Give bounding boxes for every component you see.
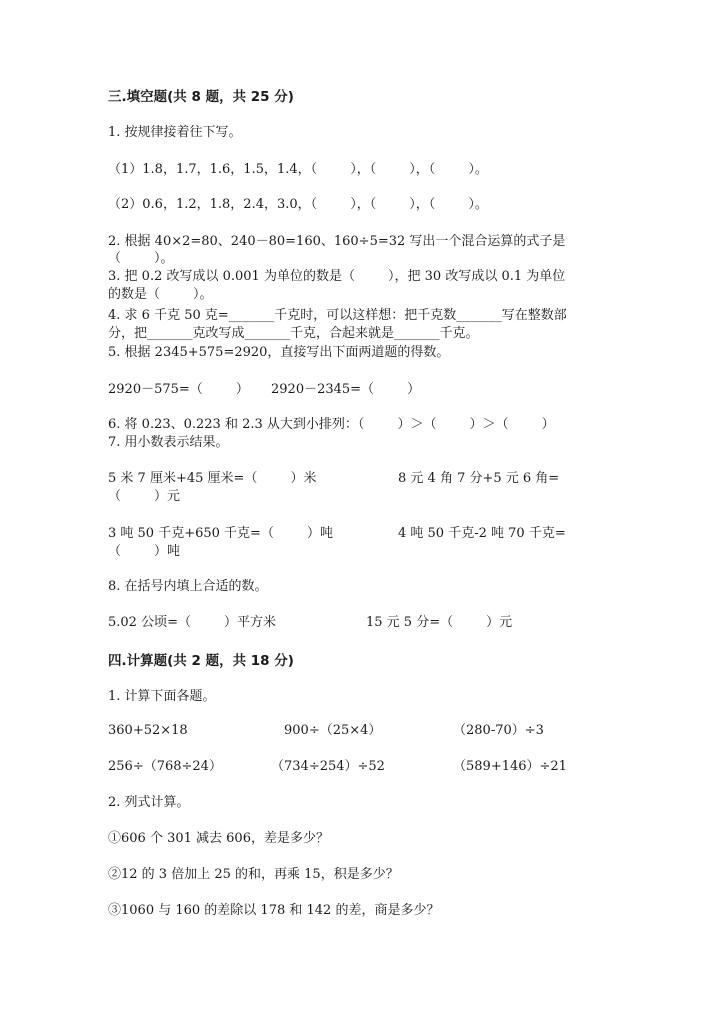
q7-item-c: 3 吨 50 千克+650 千克=（ ）吨 [108, 526, 333, 541]
q6-line: 6. 将 0.23、0.223 和 2.3 从大到小排列：（ ）＞（ ）＞（ ） [108, 417, 555, 432]
q8-stem: 8. 在括号内填上合适的数。 [108, 579, 268, 594]
q5-stem: 5. 根据 2345+575=2920，直接写出下面两道题的得数。 [108, 345, 450, 360]
q7-item-b-line-2: （ ）元 [108, 489, 181, 504]
q7-item-d-line-1: 4 吨 50 千克-2 吨 70 千克= [398, 526, 566, 541]
calc-item: 360+52×18 [108, 723, 188, 738]
q8-item-a: 5.02 公顷=（ ）平方米 [108, 615, 277, 630]
calc-item: （589+146）÷21 [453, 759, 567, 774]
q1-stem: 1. 按规律接着往下写。 [108, 125, 242, 140]
q7-stem: 7. 用小数表示结果。 [108, 435, 229, 450]
q1-line-2: （2）0.6，1.2，1.8，2.4，3.0，（ ），（ ），（ ）。 [108, 197, 488, 212]
q4-line-2: 分，把_______克改写成_______千克，合起来就是_______千克。 [108, 326, 479, 341]
calc-item: （280-70）÷3 [453, 723, 544, 738]
word-problem: ②12 的 3 倍加上 25 的和，再乘 15，积是多少？ [108, 867, 399, 882]
calc-q2-stem: 2. 列式计算。 [108, 795, 190, 810]
calc-item: 256÷（768÷24） [108, 759, 222, 774]
q8-item-b: 15 元 5 分=（ ）元 [366, 615, 513, 630]
q5-answer-a: 2920－575=（ ） [108, 382, 249, 397]
q4-line-1: 4. 求 6 千克 50 克=_______千克时，可以这样想：把千克数_______写在整数部 [108, 308, 567, 323]
q7-item-a: 5 米 7 厘米+45 厘米=（ ）米 [108, 471, 317, 486]
q7-item-d-line-2: （ ）吨 [108, 544, 181, 559]
calc-item: （734÷254）÷52 [271, 759, 385, 774]
q7-item-b-line-1: 8 元 4 角 7 分+5 元 6 角= [398, 471, 560, 486]
q1-line-1: （1）1.8，1.7，1.6，1.5，1.4，（ ），（ ），（ ）。 [108, 162, 488, 177]
calc-item: 900÷（25×4） [284, 723, 382, 738]
calc-q1-stem: 1. 计算下面各题。 [108, 689, 216, 704]
q5-answer-b: 2920－2345=（ ） [271, 382, 421, 397]
q2-line-2: （ ）。 [108, 251, 174, 266]
q2-line-1: 2. 根据 40×2=80、240－80=160、160÷5=32 写出一个混合运算的式子是 [108, 234, 566, 249]
section-3-title: 三.填空题(共 8 题，共 25 分) [108, 89, 294, 105]
word-problem: ③1060 与 160 的差除以 178 和 142 的差，商是多少？ [108, 903, 440, 918]
q3-line-1: 3. 把 0.2 改写成以 0.001 为单位的数是（ ），把 30 改写成以 0.1 为单位 [108, 269, 566, 284]
word-problem: ①606 个 301 减去 606，差是多少？ [108, 831, 329, 846]
section-4-title: 四.计算题(共 2 题，共 18 分) [108, 653, 294, 669]
q3-line-2: 的数是（ ）。 [108, 287, 213, 302]
